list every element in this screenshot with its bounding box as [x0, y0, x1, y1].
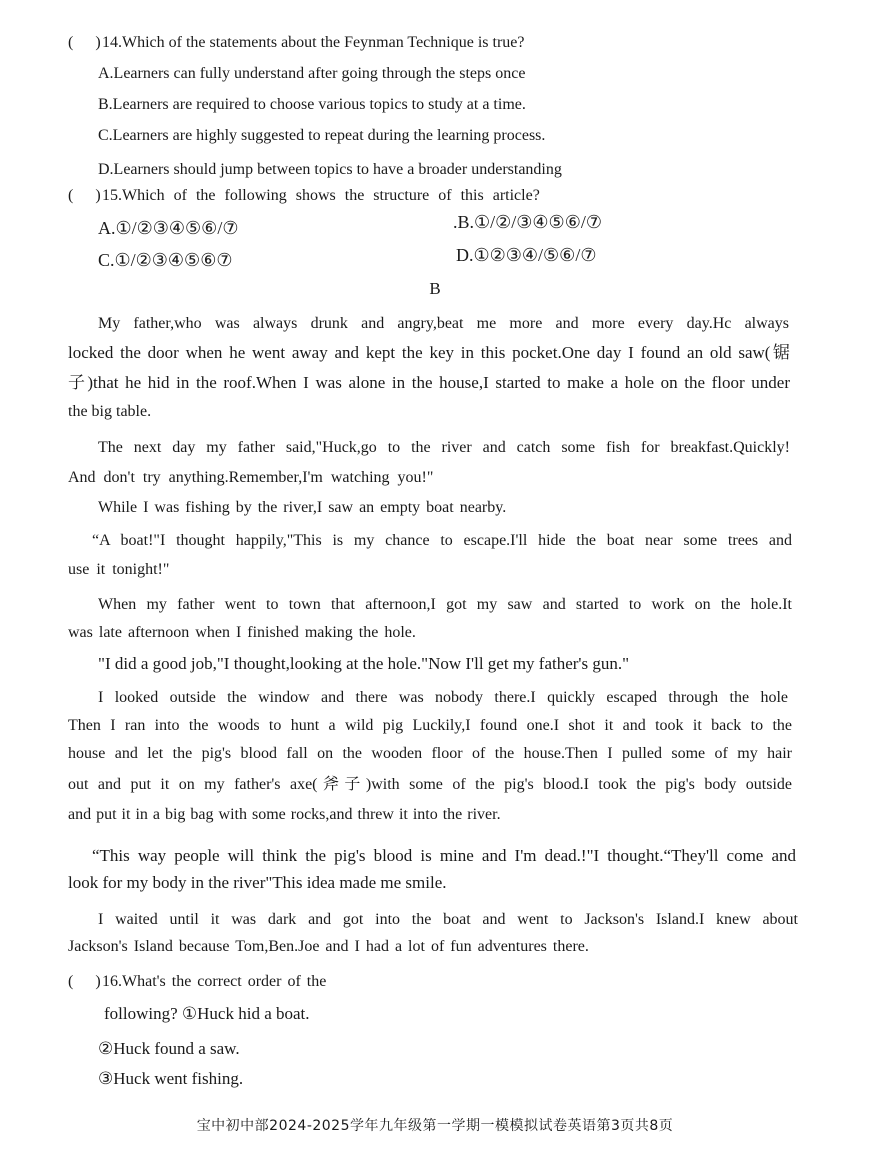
- q16-stem-continued: following? ①Huck hid a boat.: [104, 1004, 310, 1023]
- section-label: B: [429, 279, 441, 298]
- passage-line: the big table.: [68, 403, 152, 420]
- q14-option-b: B.Learners are required to choose various topics to study at a time.: [98, 96, 526, 113]
- passage-line: house and let the pig's blood fall on the wooden floor of the house.Then I pulled some of my hair: [68, 745, 792, 762]
- passage-line: and put it in a big bag with some rocks,and threw it into the river.: [68, 806, 501, 823]
- q16-stem: ( )16.What's the correct order of the: [68, 973, 327, 990]
- passage-line: was late afternoon when I finished making the hole.: [68, 624, 416, 641]
- passage-line: The next day my father said,"Huck,go to the river and catch some fish for breakfast.Quickly!: [98, 439, 790, 456]
- passage-line: I looked outside the window and there was nobody there.I quickly escaped through the hole: [98, 689, 788, 706]
- passage-line: locked the door when he went away and kept the key in this pocket.One day I found an old saw(锯: [68, 343, 790, 362]
- q14-option-d: D.Learners should jump between topics to have a broader understanding: [98, 161, 562, 178]
- q15-option-a: A.①/②③④⑤⑥/⑦: [98, 218, 239, 238]
- passage-line: “A boat!"I thought happily,"This is my chance to escape.I'll hide the boat near some trees and: [92, 532, 792, 549]
- q15-option-d: D.①②③④/⑤⑥/⑦: [456, 245, 597, 265]
- passage-line: My father,who was always drunk and angry,beat me more and more every day.Hc always: [98, 315, 789, 332]
- passage-line: "I did a good job,"I thought,looking at the hole."Now I'll get my father's gun.": [98, 654, 630, 673]
- passage-line: I waited until it was dark and got into the boat and went to Jackson's Island.I knew about: [98, 911, 798, 928]
- q14-option-c: C.Learners are highly suggested to repeat during the learning process.: [98, 127, 546, 144]
- passage-line: While I was fishing by the river,I saw an empty boat nearby.: [98, 499, 507, 516]
- q15-option-c: C.①/②③④⑤⑥⑦: [98, 250, 233, 270]
- answer-bracket[interactable]: ( ): [68, 973, 101, 990]
- passage-line: When my father went to town that afternoon,I got my saw and started to work on the hole.It: [98, 596, 792, 613]
- answer-bracket[interactable]: ( ): [68, 34, 101, 51]
- q15-stem: ( )15.Which of the following shows the structure of this article?: [68, 187, 540, 204]
- q14-stem: ( )14.Which of the statements about the Feynman Technique is true?: [68, 34, 525, 51]
- q16-item: ③Huck went fishing.: [98, 1069, 244, 1088]
- passage-line: Then I ran into the woods to hunt a wild pig Luckily,I found one.I shot it and took it back to the: [68, 717, 792, 734]
- passage-line: use it tonight!": [68, 561, 170, 578]
- q15-option-b: .B.①/②/③④⑤⑥/⑦: [453, 212, 602, 232]
- passage-line: 子)that he hid in the roof.When I was alone in the house,I started to make a hole on the floor under: [68, 373, 790, 392]
- passage-line: And don't try anything.Remember,I'm watching you!": [68, 469, 434, 486]
- q16-item: ②Huck found a saw.: [98, 1039, 240, 1058]
- passage-line: out and put it on my father's axe(斧子)with some of the pig's blood.I took the pig's body outside: [68, 776, 792, 793]
- answer-bracket[interactable]: ( ): [68, 187, 101, 204]
- page-footer: 宝中初中部2024-2025学年九年级第一学期一模模拟试卷英语第3页共8页: [196, 1118, 674, 1134]
- passage-line: look for my body in the river"This idea made me smile.: [68, 873, 447, 892]
- passage-line: Jackson's Island because Tom,Ben.Joe and I had a lot of fun adventures there.: [68, 938, 589, 955]
- passage-line: “This way people will think the pig's blood is mine and I'm dead.!"I thought.“They'll come and: [92, 846, 796, 865]
- q14-option-a: A.Learners can fully understand after going through the steps once: [98, 65, 526, 82]
